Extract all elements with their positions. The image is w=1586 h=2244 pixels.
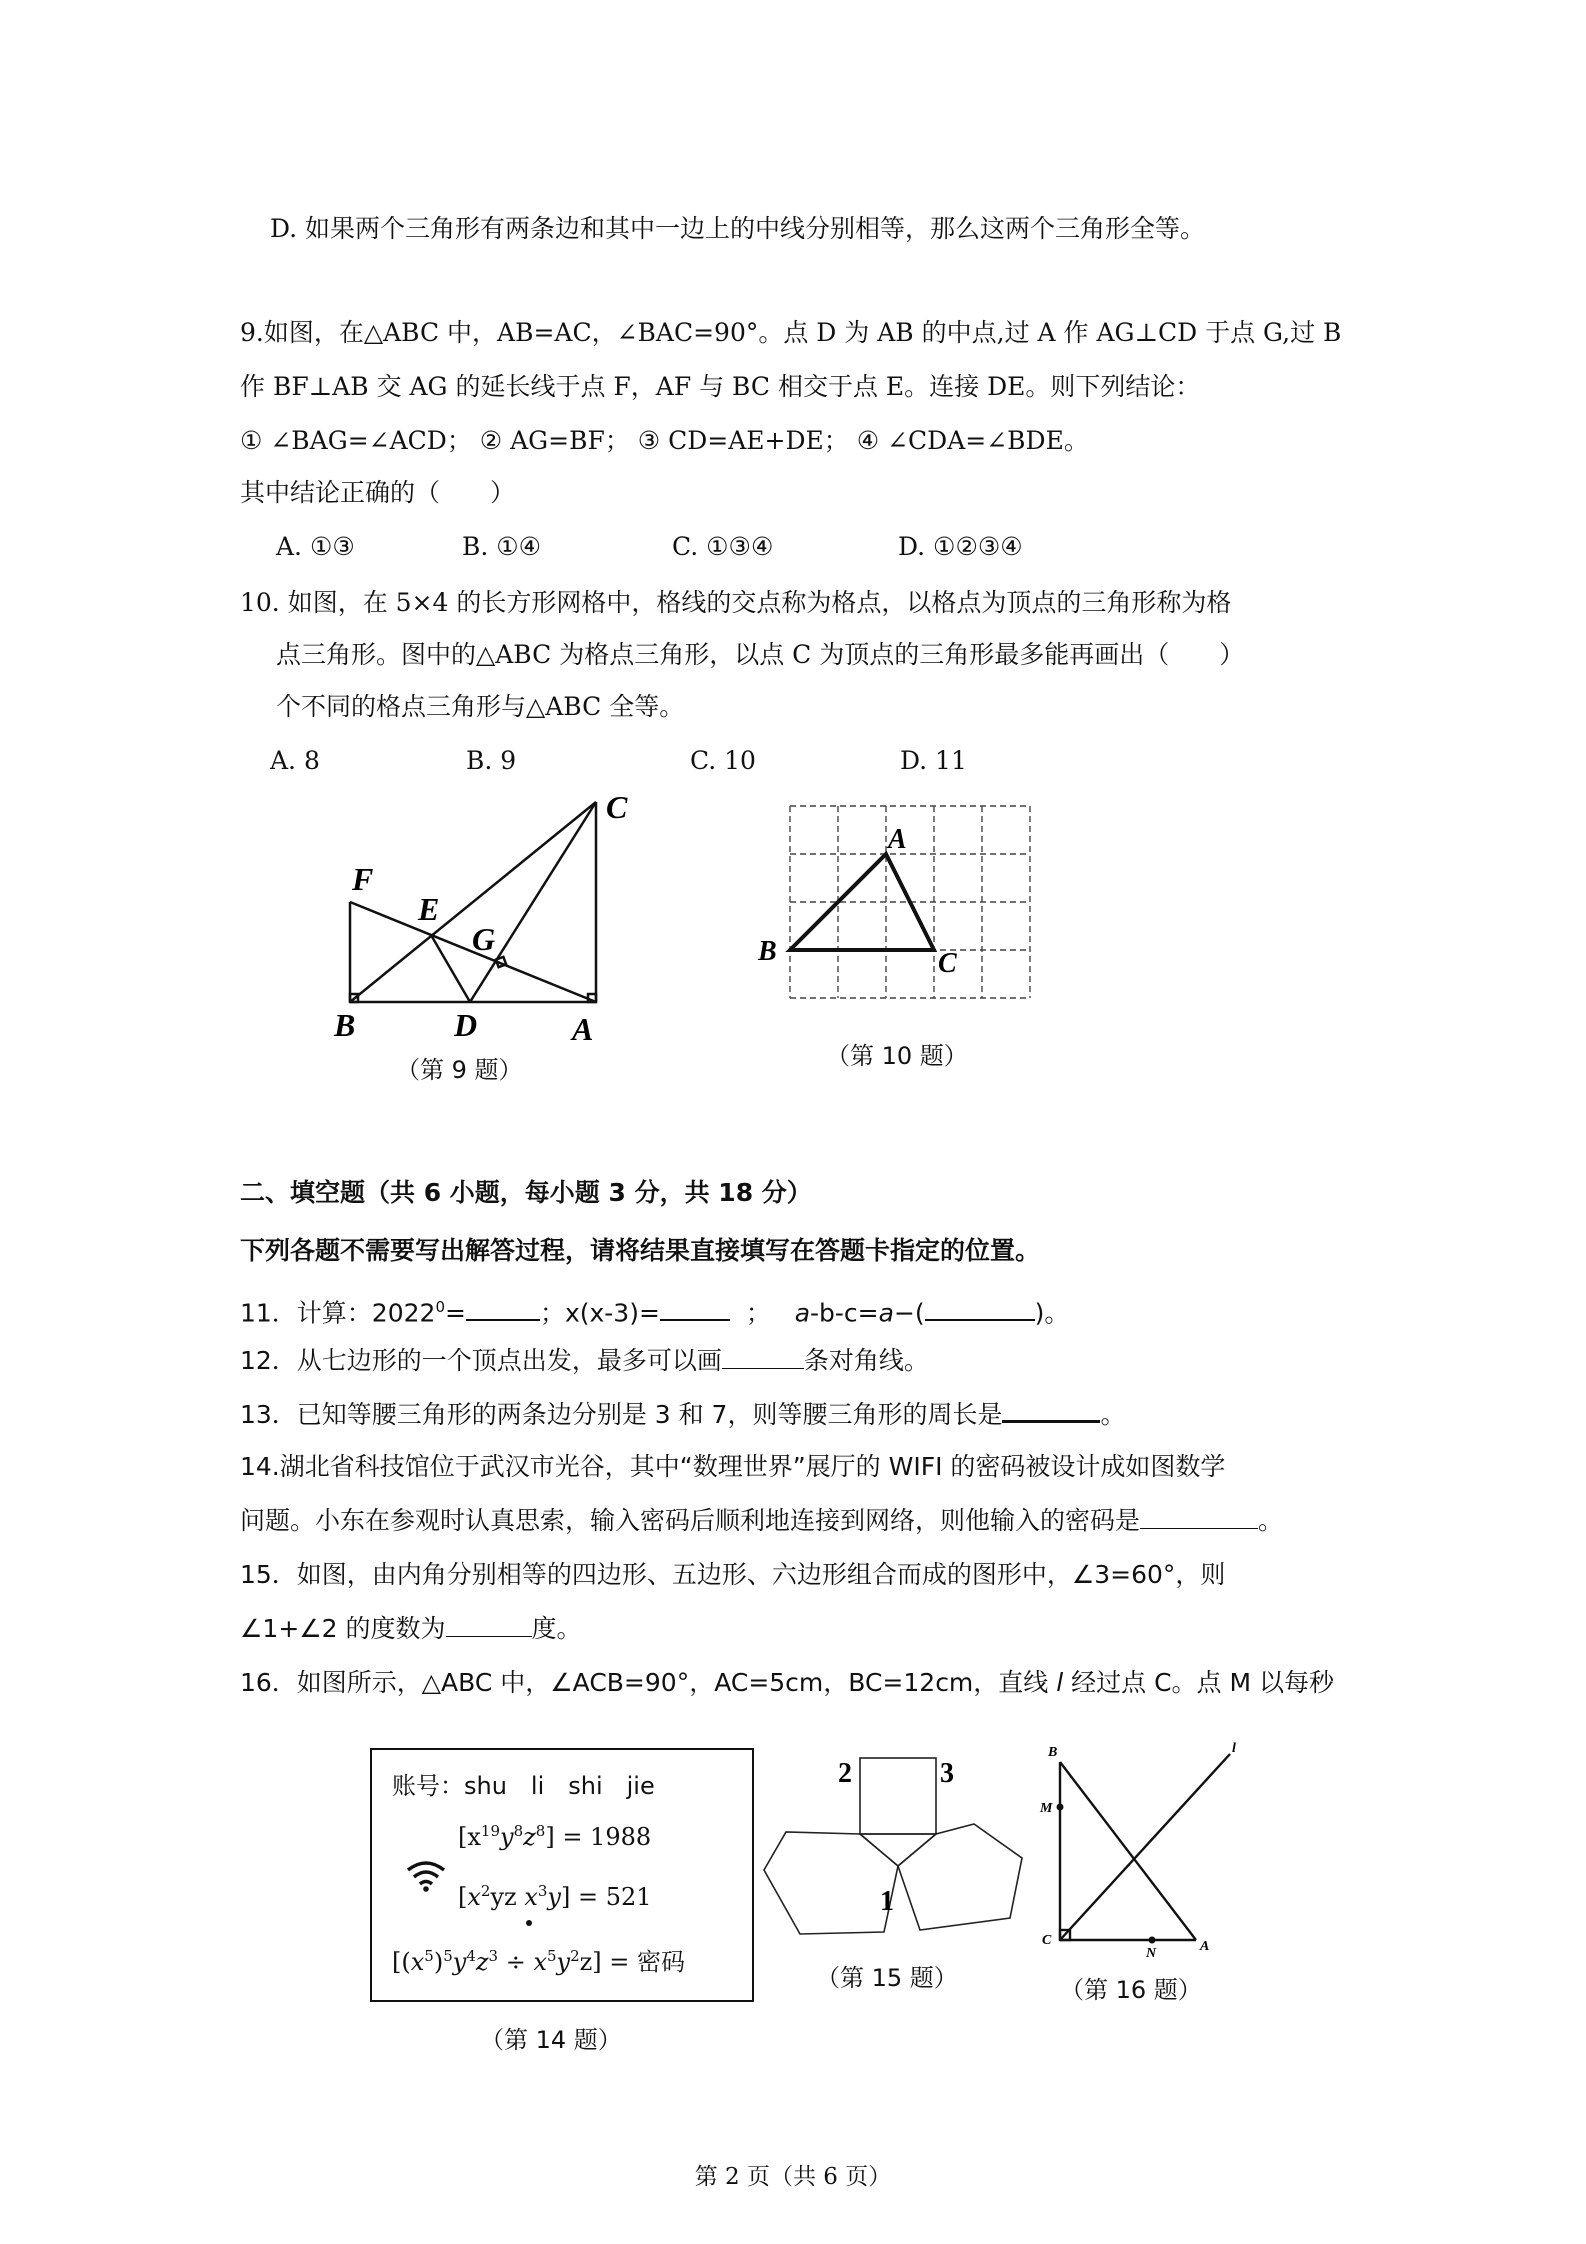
q13-text-a: 13．已知等腰三角形的两条边分别是 3 和 7，则等腰三角形的周长是 [240, 1400, 1003, 1429]
fig16-label-b: B [1048, 1745, 1058, 1760]
fig14-eq2-result: = 521 [577, 1883, 652, 1911]
figure-16 [1030, 1740, 1260, 1960]
figure-14-box [370, 1748, 754, 2002]
fig15-label-1: 1 [880, 1886, 894, 1917]
q14-line-1: 14.湖北省科技馆位于武汉市光谷，其中“数理世界”展厅的 WIFI 的密码被设计成如图数学 [240, 1452, 1226, 1481]
figure-10-caption: （第 10 题） [826, 1042, 968, 1070]
figure-9-caption: （第 9 题） [396, 1056, 523, 1084]
fig14-equation-2: [$x^2yz$ $x^3y] = 521$ [458, 1882, 652, 1911]
fig14-dot [526, 1920, 532, 1926]
figure-16-caption: （第 16 题） [1060, 1976, 1202, 2004]
section-2-instructions: 下列各题不需要写出解答过程，请将结果直接填写在答题卡指定的位置。 [240, 1236, 1041, 1265]
q16-line-1 [240, 1666, 1334, 1700]
fig14-account: 账号：shu li shi jie [392, 1772, 655, 1800]
q15-line-2 [240, 1612, 582, 1646]
q10-line-2: 点三角形。图中的△ABC 为格点三角形，以点 C 为顶点的三角形最多能再画出（ ） [276, 640, 1245, 669]
fig14-equation-1: $[x^{19}y^8z^8] = 1988$ [458, 1822, 652, 1851]
q9-option-d: D. ①②③④ [898, 532, 1023, 561]
q10-line-1: 10. 如图，在 5×4 的长方形网格中，格线的交点称为格点，以格点为顶点的三角形称为格 [240, 588, 1232, 617]
fig15-label-2: 2 [838, 1758, 852, 1789]
q11-text-i: )。 [1034, 1298, 1070, 1328]
page-footer: 第 2 页（共 6 页） [694, 2164, 892, 2190]
q14-line-2 [240, 1504, 1283, 1538]
q11-blank-2 [660, 1295, 730, 1321]
fig9-label-c: C [606, 789, 628, 825]
q12-text-a: 12．从七边形的一个顶点出发，最多可以画 [240, 1346, 722, 1375]
figure-9 [330, 790, 650, 1050]
q10-option-a: A. 8 [270, 746, 320, 775]
question-12 [240, 1344, 929, 1378]
question-13 [240, 1396, 1125, 1432]
fig9-label-g: G [472, 921, 496, 957]
section-2-title: 二、填空题（共 6 小题，每小题 3 分，共 18 分） [240, 1178, 812, 1207]
q11-text-f: -b-c= [810, 1298, 879, 1328]
fig16-label-n: N [1146, 1946, 1157, 1961]
q11-text-d: ； [745, 1298, 771, 1328]
q10-option-c: C. 10 [690, 746, 756, 775]
fig16-label-l: l [1232, 1741, 1236, 1756]
fig16-label-a: A [1200, 1939, 1210, 1954]
fig9-label-a: A [572, 1011, 594, 1047]
figure-15 [760, 1740, 1030, 1940]
q15-blank [446, 1612, 532, 1637]
q11-blank-1 [466, 1295, 540, 1321]
q11-var-a: a [794, 1298, 811, 1328]
q14-end: 。 [1258, 1506, 1284, 1535]
fig16-label-c: C [1042, 1933, 1052, 1948]
q9-option-a: A. ①③ [276, 532, 355, 561]
q13-blank [1002, 1396, 1100, 1423]
fig9-label-b: B [334, 1007, 356, 1043]
fig14-eq1-result: = 1988 [562, 1823, 652, 1851]
q8-option-d: D. 如果两个三角形有两条边和其中一边上的中线分别相等，那么这两个三角形全等。 [270, 214, 1206, 243]
fig9-label-e: E [418, 891, 440, 927]
q12-blank [722, 1344, 804, 1369]
q15-line-1: 15．如图，由内角分别相等的四边形、五边形、六边形组合而成的图形中，∠3=60°，则 [240, 1560, 1226, 1589]
q11-text-h: −( [893, 1298, 925, 1328]
q11-var-a-2: a [878, 1298, 894, 1328]
figure-15-caption: （第 15 题） [816, 1964, 958, 1992]
q10-option-d: D. 11 [900, 746, 967, 775]
q10-line-3: 个不同的格点三角形与△ABC 全等。 [276, 692, 685, 721]
q15-text-a: ∠1+∠2 的度数为 [240, 1614, 446, 1643]
q12-text-b: 条对角线。 [803, 1346, 929, 1375]
q11-text-a: 11．计算：2022 [240, 1298, 436, 1328]
q11-text-b: = [444, 1298, 466, 1328]
fig14-eq3-result: = 密码 [609, 1948, 686, 1976]
q9-option-b: B. ①④ [462, 532, 542, 561]
q11-text-c: ；x(x-3)= [539, 1298, 660, 1328]
figure-14-caption: （第 14 题） [480, 2026, 622, 2054]
q16-text-end: 经过点 C。点 M 以每秒 [1063, 1668, 1335, 1697]
q11-exponent: 0 [435, 1298, 445, 1316]
question-11 [240, 1290, 1069, 1330]
q15-text-b: 度。 [531, 1614, 582, 1643]
q16-var-l: l [1056, 1668, 1064, 1697]
figure-10 [750, 790, 1050, 1020]
fig9-label-d: D [454, 1007, 478, 1043]
q9-option-c: C. ①③④ [672, 532, 774, 561]
q9-line-2: 作 BF⊥AB 交 AG 的延长线于点 F，AF 与 BC 相交于点 E。连接 DE。则下列结论： [240, 372, 1201, 401]
wifi-icon [406, 1860, 446, 1892]
fig14-equation-3: $[(x^5)^5y^4z^3 \div x^5y^2z]$ = 密码 [392, 1947, 686, 1976]
q16-text: 16．如图所示，△ABC 中，∠ACB=90°，AC=5cm，BC=12cm，直线 [240, 1668, 1057, 1697]
q9-line-3: ① ∠BAG=∠ACD； ② AG=BF； ③ CD=AE+DE； ④ ∠CDA=∠BDE。 [240, 426, 1089, 455]
fig9-label-f: F [352, 861, 374, 897]
fig10-label-c: C [938, 948, 957, 979]
fig10-label-a: A [888, 824, 907, 855]
fig15-label-3: 3 [940, 1758, 954, 1789]
q11-blank-3 [925, 1295, 1035, 1321]
q13-text-b: 。 [1100, 1400, 1126, 1429]
fig10-label-b: B [758, 936, 777, 967]
q10-option-b: B. 9 [466, 746, 517, 775]
q14-blank [1140, 1504, 1258, 1529]
q9-line-1: 9.如图，在△ABC 中，AB=AC，∠BAC=90°。点 D 为 AB 的中点,过 A 作 AG⊥CD 于点 G,过 B [240, 318, 1342, 347]
q14-text: 问题。小东在参观时认真思索，输入密码后顺利地连接到网络，则他输入的密码是 [240, 1506, 1141, 1535]
q9-line-4: 其中结论正确的（ ） [240, 478, 516, 507]
fig16-label-m: M [1040, 1801, 1053, 1816]
